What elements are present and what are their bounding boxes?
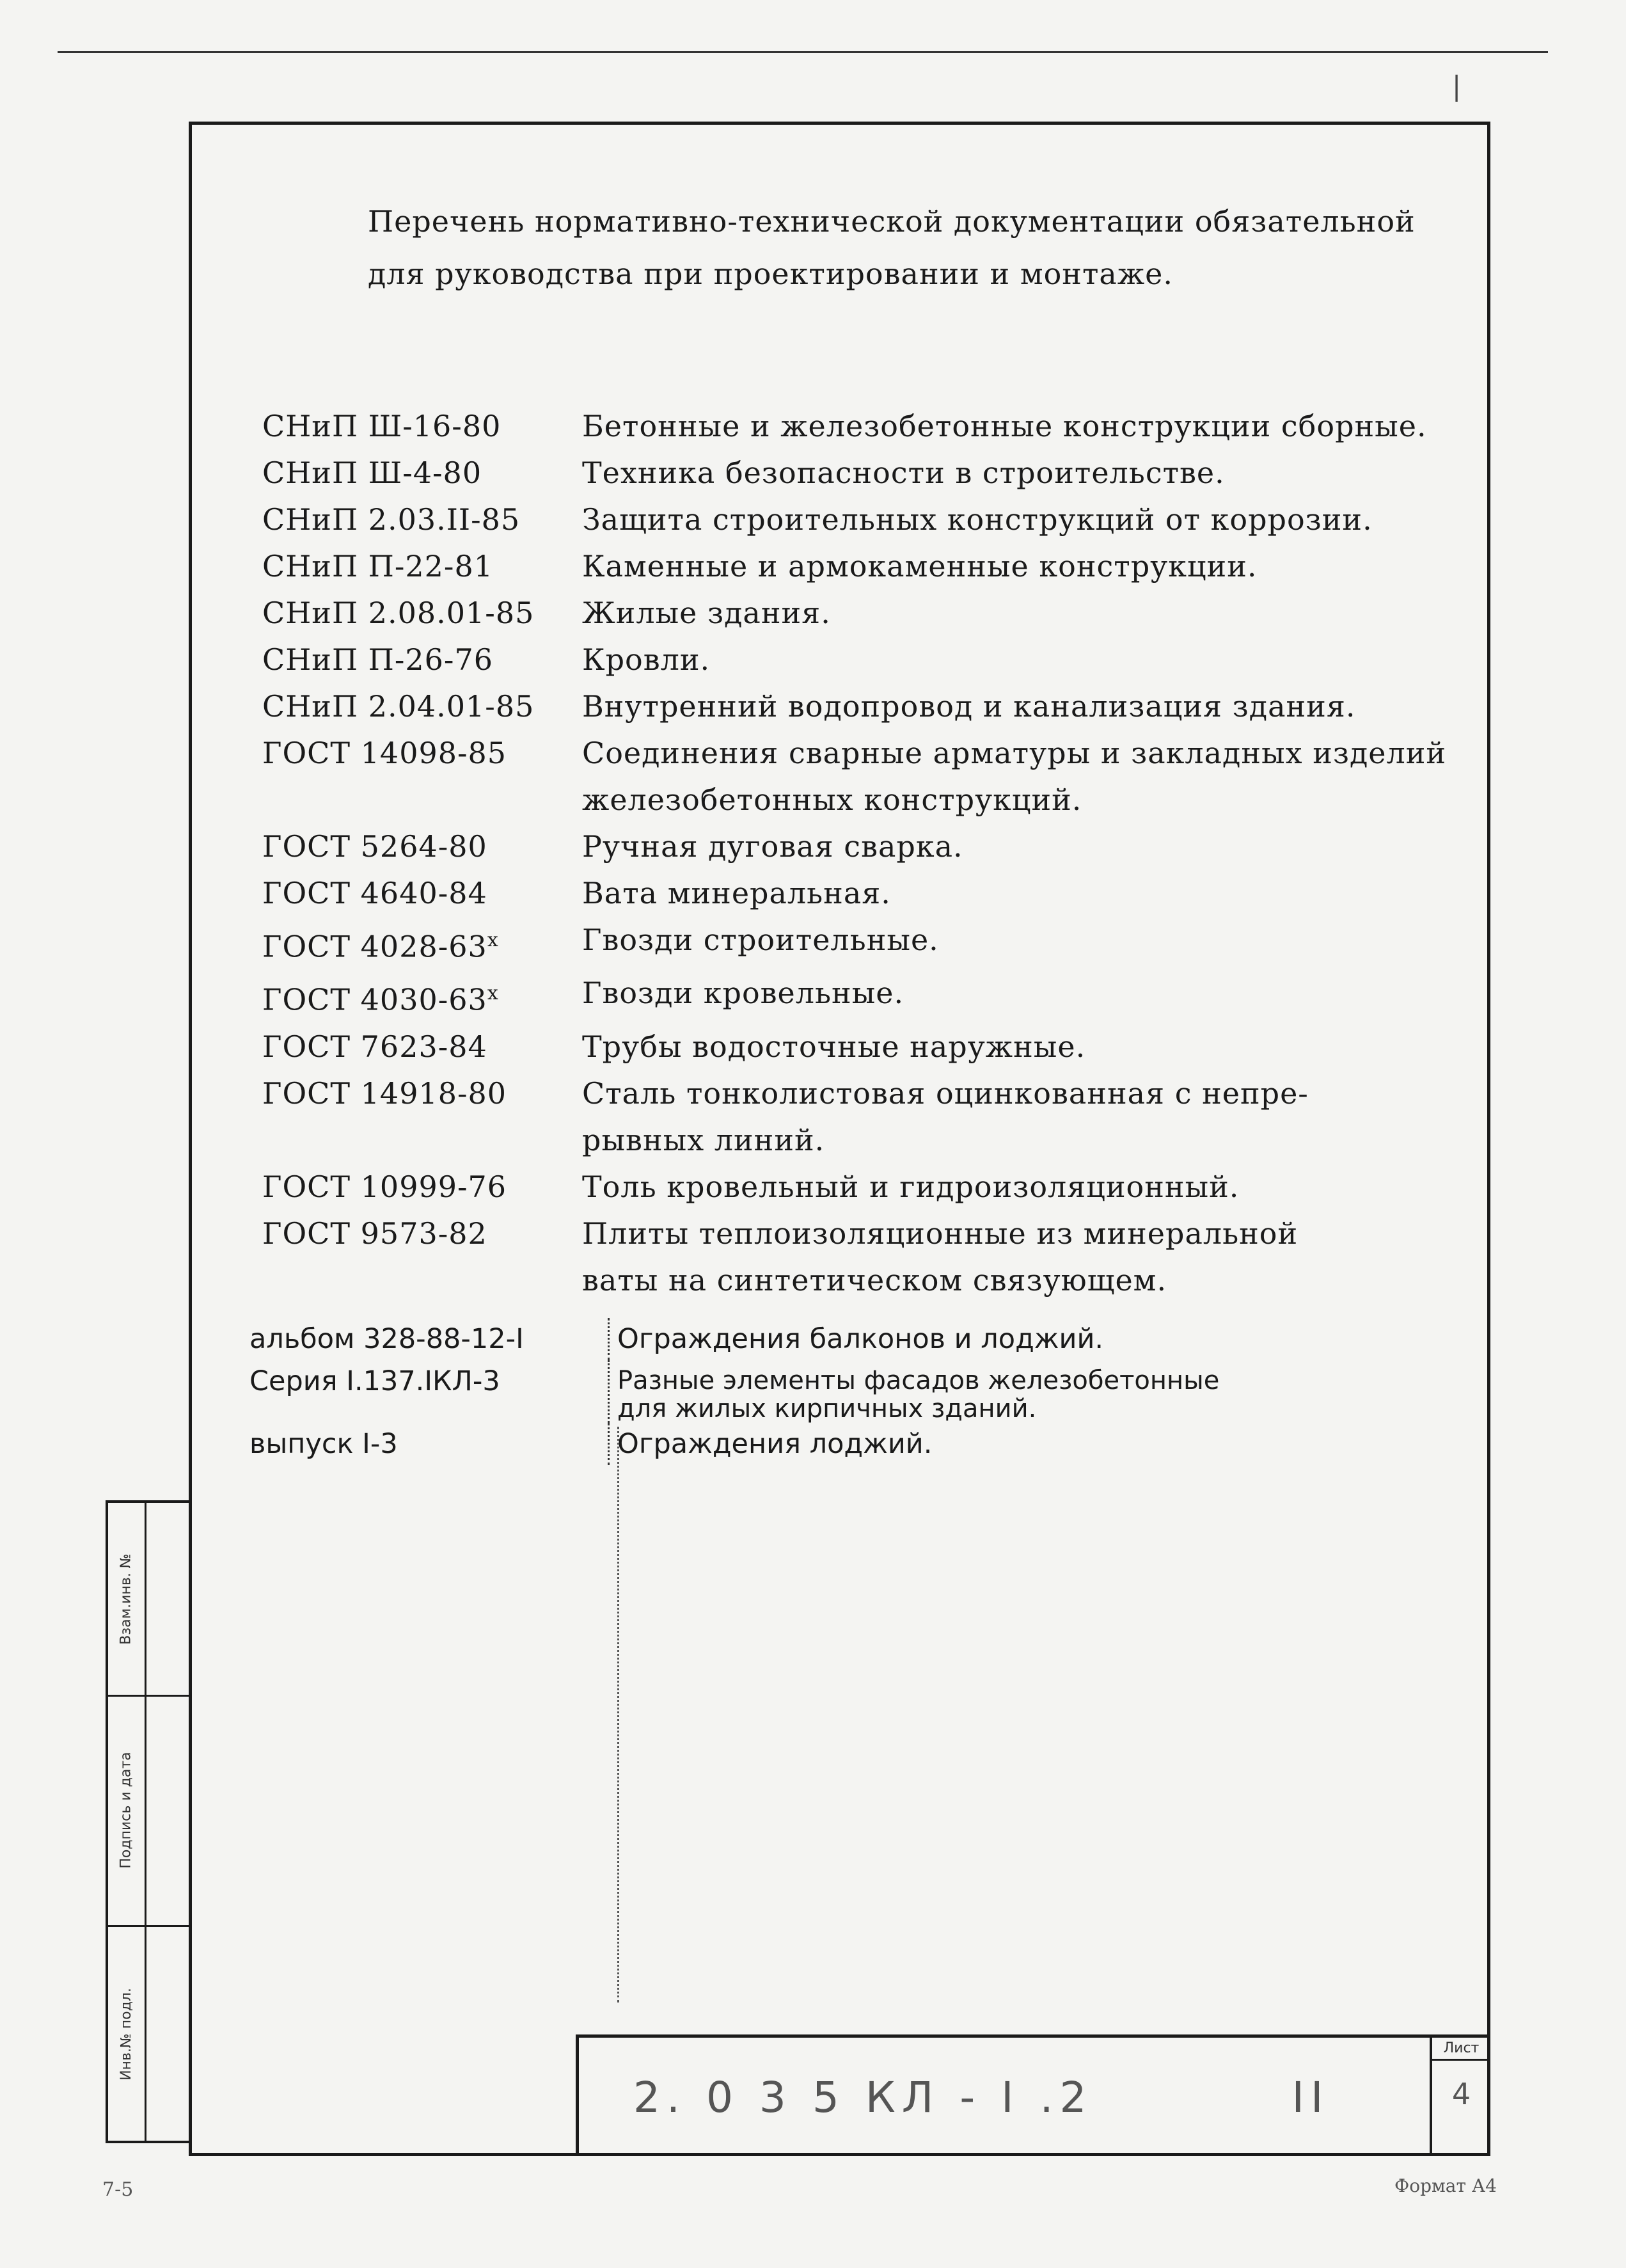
norm-row bbox=[262, 970, 1478, 1023]
norm-row bbox=[262, 590, 1478, 637]
norm-description: Толь кровельный и гидроизоляционный. bbox=[582, 1169, 1240, 1204]
corner-mark: | bbox=[1452, 70, 1462, 102]
norm-row bbox=[262, 637, 1478, 683]
norm-code: СНиП П-22-81 bbox=[262, 549, 493, 583]
norm-description-continuation: железобетонных конструкций. bbox=[582, 782, 1082, 817]
norm-row bbox=[262, 730, 1478, 777]
series-description-line: для жилых кирпичных зданий. bbox=[617, 1394, 1037, 1423]
footer-left: 7-5 bbox=[102, 2178, 134, 2201]
footer-right: Формат А4 bbox=[1394, 2175, 1497, 2196]
norm-description: Гвозди строительные. bbox=[582, 923, 939, 957]
norm-description: Трубы водосточные наружные. bbox=[582, 1029, 1086, 1064]
norm-row bbox=[262, 1024, 1478, 1070]
norm-description: Кровли. bbox=[582, 642, 711, 677]
norm-row bbox=[262, 870, 1478, 917]
series-row bbox=[249, 1318, 1465, 1360]
norm-row bbox=[262, 403, 1478, 450]
series-description bbox=[608, 1423, 932, 1465]
norm-description: Бетонные и железобетонные конструкции сборные. bbox=[582, 409, 1427, 443]
norm-description: Вата минеральная. bbox=[582, 876, 891, 910]
series-row bbox=[249, 1360, 1465, 1423]
norm-description: Плиты теплоизоляционные из минеральной bbox=[582, 1216, 1298, 1251]
document-heading bbox=[368, 195, 1455, 300]
norm-row bbox=[262, 683, 1478, 730]
norm-description: Соединения сварные арматуры и закладных изделий bbox=[582, 736, 1447, 770]
norm-row bbox=[262, 496, 1478, 543]
series-code: альбом 328-88-12-I bbox=[249, 1323, 524, 1355]
norm-description: Каменные и армокаменные конструкции. bbox=[582, 549, 1258, 583]
norm-row bbox=[262, 450, 1478, 496]
norm-row bbox=[262, 1070, 1478, 1117]
norm-row-continuation bbox=[262, 1257, 1478, 1304]
series-row bbox=[249, 1423, 1465, 1465]
norm-code: СНиП 2.04.01-85 bbox=[262, 689, 535, 724]
norm-description-continuation: рывных линий. bbox=[582, 1122, 825, 1157]
side-stamp-table bbox=[106, 1500, 192, 2143]
norm-code-superscript: х bbox=[487, 982, 499, 1005]
norm-code: СНиП П-26-76 bbox=[262, 642, 493, 677]
norms-list bbox=[262, 403, 1478, 1304]
norm-description: Сталь тонколистовая оцинкованная с непре- bbox=[582, 1075, 1309, 1111]
norm-row bbox=[262, 823, 1478, 870]
series-description-line: Разные элементы фасадов железобетонные bbox=[617, 1366, 1220, 1395]
side-cell-signature: Подпись и дата bbox=[108, 1695, 146, 1925]
series-code: Серия I.137.IКЛ-3 bbox=[249, 1365, 500, 1397]
series-description bbox=[608, 1360, 1219, 1423]
stamp-number: II bbox=[1291, 2073, 1330, 2122]
sheet-value: 4 bbox=[1451, 2077, 1471, 2111]
heading-text: Перечень нормативно-технической документации обязательной для руководства при проектировании и монтаже. bbox=[368, 204, 1416, 291]
norm-code: СНиП 2.08.01-85 bbox=[262, 596, 535, 630]
norm-row bbox=[262, 1164, 1478, 1210]
stamp-code: 2. 0 3 5 КЛ - I .2 II bbox=[633, 2073, 1330, 2122]
norm-code-superscript: х bbox=[487, 929, 499, 951]
norm-code: СНиП 2.03.II-85 bbox=[262, 502, 521, 537]
dotted-divider bbox=[617, 1427, 619, 2002]
norm-code: ГОСТ 7623-84 bbox=[262, 1029, 487, 1064]
norm-row bbox=[262, 1210, 1478, 1257]
series-description bbox=[608, 1318, 1103, 1360]
series-code: выпуск I-3 bbox=[249, 1428, 398, 1460]
norm-description: Техника безопасности в строительстве. bbox=[582, 456, 1225, 490]
norm-description: Гвозди кровельные. bbox=[582, 976, 904, 1011]
norm-description: Защита строительных конструкций от коррозии. bbox=[582, 502, 1373, 537]
norm-code: ГОСТ $4028-63^х$ bbox=[262, 929, 499, 964]
norm-row bbox=[262, 917, 1478, 970]
norm-code: ГОСТ 14918-80 bbox=[262, 1075, 507, 1111]
norm-description: Внутренний водопровод и канализация здания. bbox=[582, 689, 1356, 724]
series-description-line: Ограждения лоджий. bbox=[617, 1428, 933, 1460]
side-cell-inventory: Инв.№ подл. bbox=[108, 1925, 146, 2143]
series-description-line: Ограждения балконов и лоджий. bbox=[617, 1323, 1104, 1355]
norm-description: Ручная дуговая сварка. bbox=[582, 829, 963, 864]
norm-description: Жилые здания. bbox=[582, 596, 831, 630]
norm-description-continuation: ваты на синтетическом связующем. bbox=[582, 1262, 1167, 1297]
norm-row-continuation bbox=[262, 1117, 1478, 1164]
norm-code: ГОСТ 5264-80 bbox=[262, 829, 487, 864]
norm-code: ГОСТ 9573-82 bbox=[262, 1216, 487, 1251]
norm-code: СНиП Ш-4-80 bbox=[262, 456, 482, 490]
stamp-sheet-box bbox=[1430, 2038, 1490, 2156]
series-list bbox=[249, 1318, 1465, 1465]
norm-row bbox=[262, 543, 1478, 590]
norm-code: СНиП Ш-16-80 bbox=[262, 409, 501, 443]
norm-code: ГОСТ 4640-84 bbox=[262, 876, 487, 910]
side-cell-replacement: Взам.инв. № bbox=[108, 1503, 146, 1695]
norm-row-continuation bbox=[262, 777, 1478, 823]
norm-code: ГОСТ $4030-63^х$ bbox=[262, 982, 499, 1017]
title-stamp bbox=[576, 2034, 1490, 2156]
norm-code: ГОСТ 10999-76 bbox=[262, 1169, 507, 1204]
sheet-label: Лист bbox=[1432, 2038, 1490, 2061]
norm-code: ГОСТ 14098-85 bbox=[262, 736, 507, 770]
